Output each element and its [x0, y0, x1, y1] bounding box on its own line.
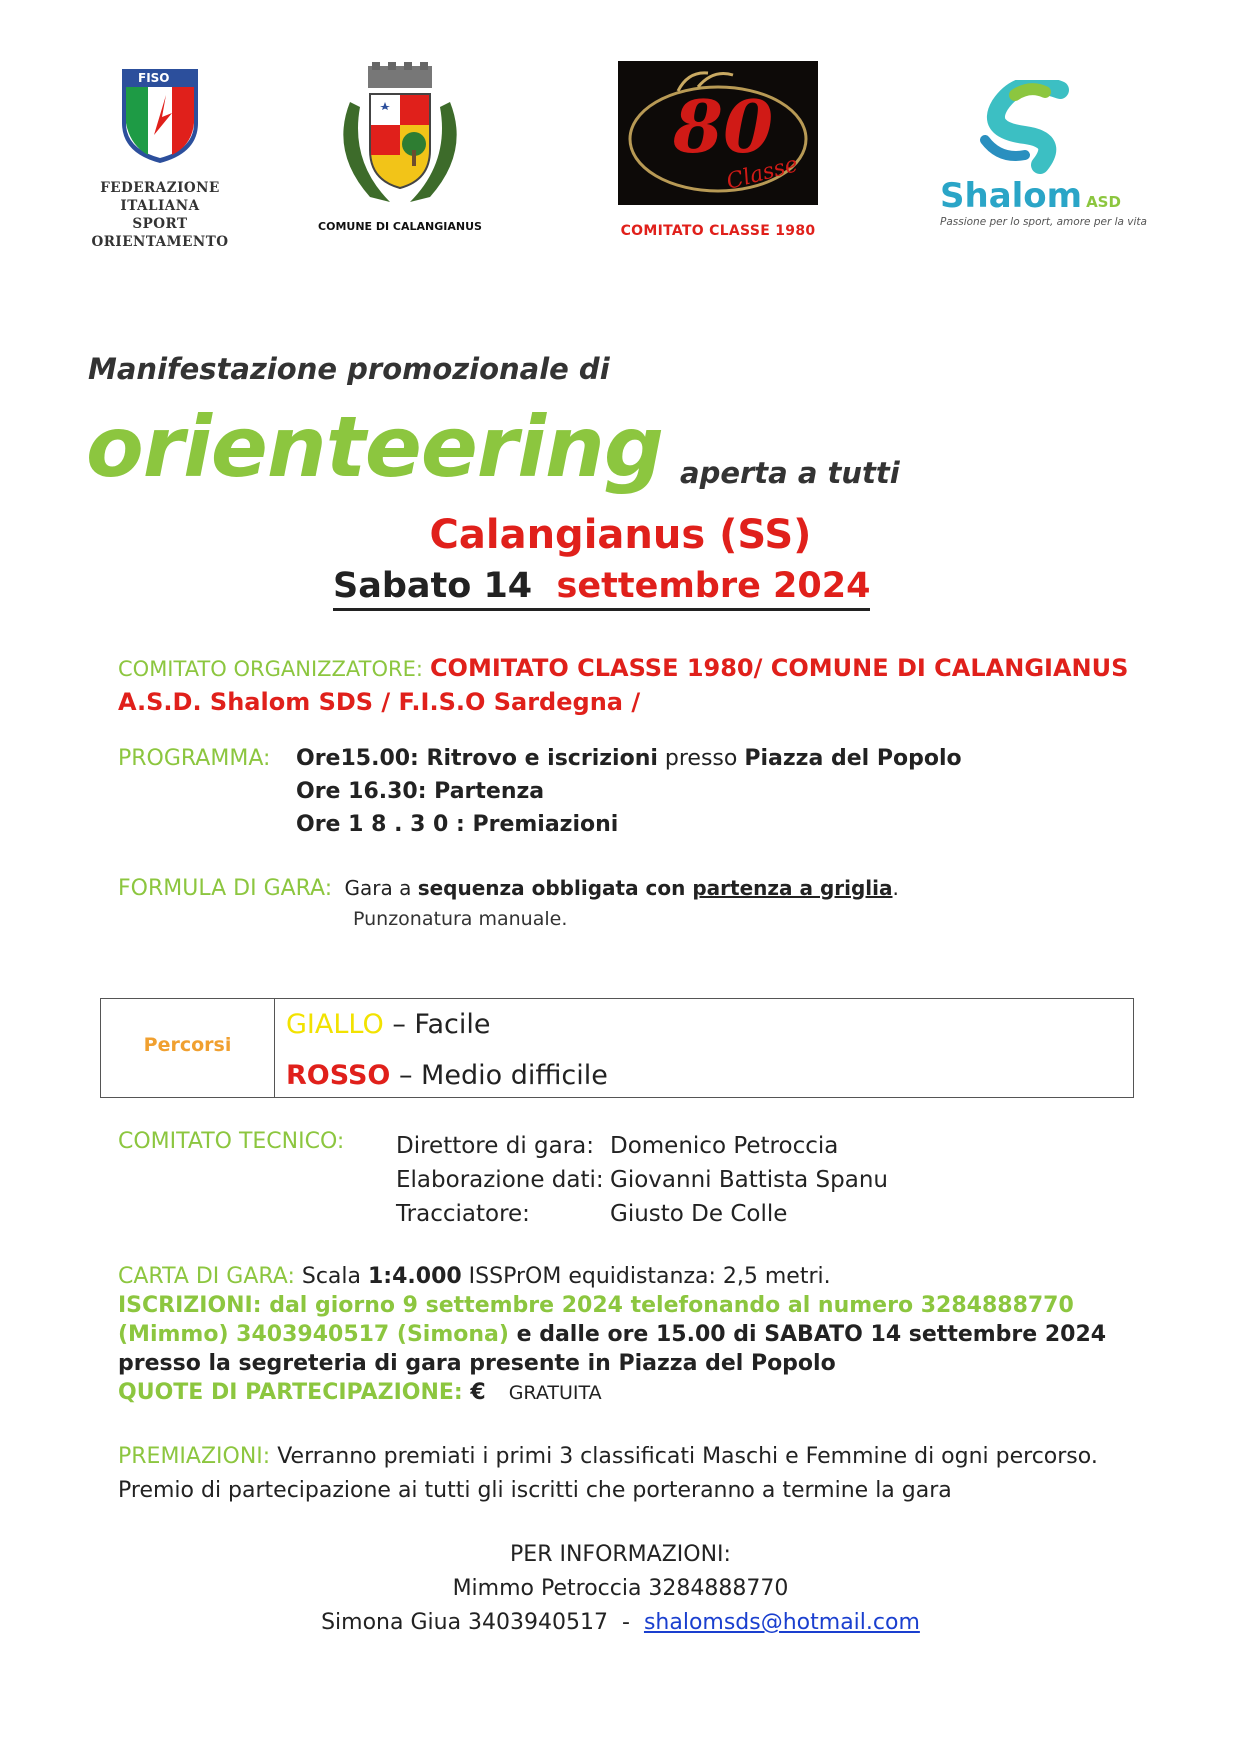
- program-label: PROGRAMMA:: [118, 746, 271, 771]
- fiso-line-2: ITALIANA: [120, 198, 200, 214]
- contact-block: [0, 1538, 1241, 1640]
- fiso-logo: [80, 65, 240, 251]
- shalom-tagline: Passione per lo sport, amore per la vita: [940, 216, 1147, 228]
- carta-a: Scala: [294, 1264, 368, 1289]
- contact-title: PER INFORMAZIONI:: [510, 1542, 731, 1567]
- quote-euro: €: [462, 1380, 509, 1405]
- formula-section: [118, 876, 899, 901]
- percorsi-table: [100, 998, 1134, 1098]
- tech-names: [610, 1129, 888, 1231]
- shalom-logo: [940, 80, 1160, 228]
- comune-logo: [300, 62, 500, 233]
- prem-text: Verranno premiati i primi 3 classificati Maschi e Femmine di ogni percorso.: [270, 1444, 1098, 1469]
- percorso-red-name: ROSSO: [286, 1060, 391, 1091]
- tech-roles: [396, 1129, 604, 1231]
- iscrizioni-line-4: presso la segreteria di gara presente in Piazza del Popolo: [118, 1351, 836, 1376]
- formula-text-a: Gara a: [344, 876, 418, 900]
- comune-caption: COMUNE DI CALANGIANUS: [318, 220, 482, 233]
- quote-label: QUOTE DI PARTECIPAZIONE:: [118, 1380, 463, 1405]
- date-day: Sabato 14: [333, 566, 533, 606]
- organizer-label: COMITATO ORGANIZZATORE:: [118, 657, 423, 681]
- percorsi-label-cell: [101, 999, 275, 1097]
- formula-text-b: sequenza obbligata con: [417, 876, 693, 900]
- prem-line-2: Premio di partecipazione ai tutti gli iscritti che porteranno a termine la gara: [118, 1478, 952, 1503]
- fiso-line-1: FEDERAZIONE: [100, 180, 220, 196]
- percorsi-label: Percorsi: [143, 1034, 232, 1056]
- formula-text-c: partenza a griglia: [692, 876, 893, 900]
- classe-script: Classe: [724, 152, 801, 195]
- event-date: [333, 566, 870, 606]
- fiso-name: [80, 179, 240, 251]
- program-line-1a: Ore15.00: Ritrovo e iscrizioni: [296, 746, 658, 771]
- premiazioni-block: [118, 1440, 1118, 1508]
- percorsi-values-cell: [286, 999, 608, 1101]
- info-block: [118, 1262, 1118, 1408]
- shalom-s-icon: [970, 80, 1090, 180]
- contact-line-1: Mimmo Petroccia 3284888770: [452, 1576, 789, 1601]
- fiso-line-3: SPORT: [132, 216, 188, 232]
- tech-name-1: Domenico Petroccia: [610, 1133, 839, 1159]
- program-line-1b: presso: [657, 746, 745, 771]
- quote-free: GRATUITA: [508, 1382, 602, 1404]
- percorso-yellow-desc: – Facile: [383, 1009, 491, 1040]
- formula-text-d: .: [892, 876, 899, 900]
- tech-role-3: Tracciatore:: [396, 1201, 530, 1227]
- town-title: Calangianus (SS): [429, 512, 812, 558]
- organizer-section: [118, 652, 1128, 719]
- main-title: orienteering: [86, 398, 663, 496]
- percorso-red: [286, 1050, 608, 1101]
- tech-role-2: Elaborazione dati:: [396, 1167, 604, 1193]
- email-link[interactable]: shalomsds@hotmail.com: [643, 1610, 920, 1635]
- fiso-badge-text: FISO: [138, 71, 170, 85]
- iscrizioni-line-3: e dalle ore 15.00 di SABATO 14 settembre 2024: [508, 1322, 1107, 1347]
- contact-line-2: Simona Giua 3403940517 -: [321, 1610, 644, 1635]
- date-month-year: settembre 2024: [556, 566, 871, 606]
- tech-name-3: Giusto De Colle: [610, 1201, 788, 1227]
- organizer-value-1: COMITATO CLASSE 1980/ COMUNE DI CALANGIANUS: [429, 654, 1129, 682]
- program-line-2: Ore 16.30: Partenza: [296, 779, 545, 804]
- carta-b: 1:4.000: [367, 1264, 462, 1289]
- program-lines: [296, 742, 962, 841]
- classe-1980-logo: [618, 61, 818, 239]
- classe-80-mark: 80: [673, 84, 774, 169]
- subtitle: Manifestazione promozionale di: [88, 352, 610, 386]
- percorso-red-desc: – Medio difficile: [390, 1060, 608, 1091]
- iscrizioni-line-1: ISCRIZIONI: dal giorno 9 settembre 2024 telefonando al numero 3284888770: [118, 1293, 1074, 1318]
- classe-1980-emblem: [618, 61, 818, 205]
- shalom-name: Shalom: [940, 176, 1083, 216]
- iscrizioni-line-2: (Mimmo) 3403940517 (Simona): [118, 1322, 509, 1347]
- tech-name-2: Giovanni Battista Spanu: [610, 1167, 888, 1193]
- percorso-yellow-name: GIALLO: [286, 1009, 384, 1040]
- shalom-suffix: ASD: [1086, 193, 1121, 211]
- fiso-line-4: ORIENTAMENTO: [91, 234, 229, 250]
- program-line-3: Ore 1 8 . 3 0 : Premiazioni: [296, 812, 619, 837]
- tech-role-1: Direttore di gara:: [396, 1133, 595, 1159]
- carta-label: CARTA DI GARA:: [118, 1264, 295, 1289]
- prem-label: PREMIAZIONI:: [118, 1444, 271, 1469]
- formula-label: FORMULA DI GARA:: [118, 876, 333, 901]
- program-line-1c: Piazza del Popolo: [744, 746, 962, 771]
- carta-c: ISSPrOM equidistanza: 2,5 metri.: [461, 1264, 831, 1289]
- date-underline: [333, 566, 870, 611]
- tech-label: COMITATO TECNICO:: [118, 1129, 345, 1154]
- comune-crest-icon: [330, 62, 470, 212]
- formula-line-2: Punzonatura manuale.: [353, 908, 568, 930]
- classe-caption: COMITATO CLASSE 1980: [620, 223, 816, 239]
- title-suffix: aperta a tutti: [680, 456, 900, 490]
- percorso-yellow: [286, 999, 608, 1050]
- organizer-value-2: A.S.D. Shalom SDS / F.I.S.O Sardegna /: [118, 688, 641, 716]
